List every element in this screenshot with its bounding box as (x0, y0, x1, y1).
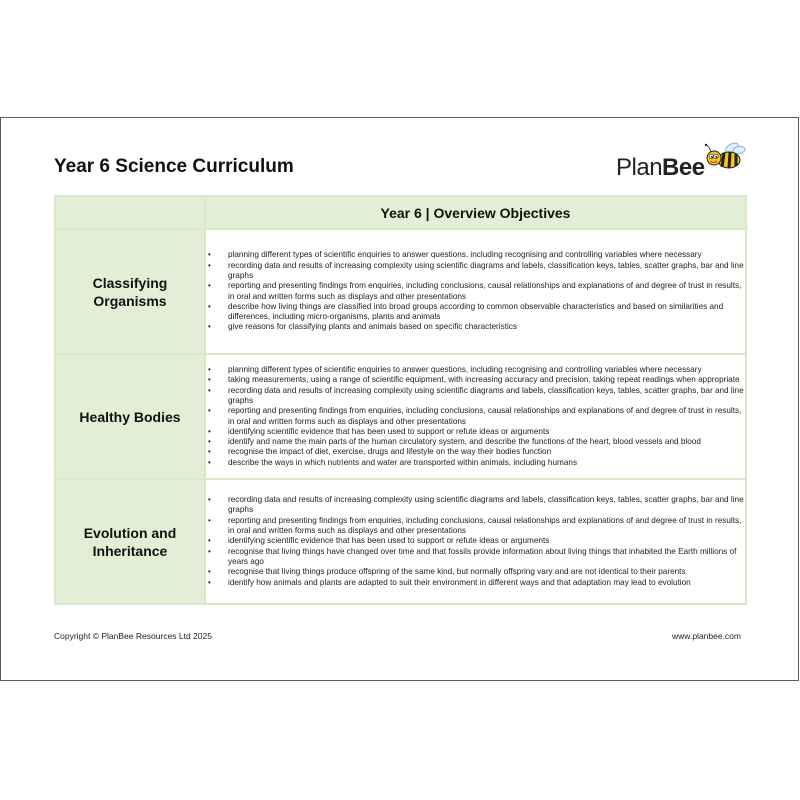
objectives-cell (205, 229, 746, 354)
topic-healthy-bodies: Healthy Bodies (79, 408, 181, 425)
logo-bee-text: Bee (662, 154, 705, 181)
logo-plan-text: Plan (616, 154, 663, 181)
page-title: Year 6 Science Curriculum (54, 156, 294, 177)
list-item: • recognise that living things produce offspring of the same kind, but normally offspring vary and are not identical to their parents (228, 567, 745, 577)
table-row (55, 354, 746, 479)
objectives-cell (205, 479, 746, 604)
list-item: • reporting and presenting findings from enquiries, including conclusions, causal relationships and explanations of and degree of trust in results, in oral and written forms such as displays and other presentations (228, 516, 745, 537)
list-item: • identifying scientific evidence that has been used to support or refute ideas or arguments (228, 427, 745, 437)
logo-wordmark (616, 154, 705, 182)
list-item: • identifying scientific evidence that has been used to support or refute ideas or arguments (228, 536, 745, 546)
topic-cell (55, 354, 205, 479)
table-header: Year 6 | Overview Objectives (205, 196, 746, 229)
topic-cell (55, 479, 205, 604)
list-item: • identify how animals and plants are adapted to suit their environment in different ways and that adaptation may lead to evolution (228, 578, 745, 588)
list-item: • describe how living things are classified into broad groups according to common observable characteristics and based on similarities and differences, including micro-organisms, plants and animals (228, 302, 745, 323)
list-item: • identify and name the main parts of the human circulatory system, and describe the functions of the heart, blood vessels and blood (228, 437, 745, 447)
topic-classifying-organisms: Classifying Organisms (92, 274, 168, 309)
document-page (0, 117, 799, 681)
list-item: • describe the ways in which nutrients and water are transported within animals, including humans (228, 458, 745, 468)
planbee-logo (616, 140, 746, 184)
list-item: • planning different types of scientific enquiries to answer questions, including recognising and controlling variables where necessary (228, 365, 745, 375)
footer-copyright: Copyright © PlanBee Resources Ltd 2025 (54, 631, 212, 641)
topic-cell (55, 229, 205, 354)
list-item: • recording data and results of increasing complexity using scientific diagrams and labels, classification keys, tables, scatter graphs, bar and line graphs (228, 495, 745, 516)
objectives-list (206, 365, 745, 468)
list-item: • reporting and presenting findings from enquiries, including conclusions, causal relationships and explanations of and degree of trust in results, in oral and written forms such as displays and other presentations (228, 406, 745, 427)
objectives-cell (205, 354, 746, 479)
list-item: • recognise that living things have changed over time and that fossils provide information about living things that inhabited the Earth millions of years ago (228, 547, 745, 568)
list-item: • give reasons for classifying plants and animals based on specific characteristics (228, 322, 745, 332)
topic-evolution-and-inheritance: Evolution and Inheritance (83, 524, 177, 559)
list-item: • recording data and results of increasing complexity using scientific diagrams and labels, classification keys, tables, scatter graphs, bar and line graphs (228, 386, 745, 407)
footer-website-link[interactable]: www.planbee.com (672, 631, 741, 641)
list-item: • reporting and presenting findings from enquiries, including conclusions, causal relationships and explanations of and degree of trust in results, in oral and written forms such as displays and other presentations (228, 281, 745, 302)
list-item: • recognise the impact of diet, exercise, drugs and lifestyle on the way their bodies function (228, 447, 745, 457)
curriculum-table (54, 195, 747, 605)
list-item: • taking measurements, using a range of scientific equipment, with increasing accuracy and precision, taking repeat readings when appropriate (228, 375, 745, 385)
table-row (55, 479, 746, 604)
objectives-list (206, 250, 745, 332)
list-item: • planning different types of scientific enquiries to answer questions, including recognising and controlling variables where necessary (228, 250, 745, 260)
bee-icon (702, 140, 746, 174)
table-row (55, 229, 746, 354)
header-blank-cell (55, 196, 205, 229)
list-item: • recording data and results of increasing complexity using scientific diagrams and labels, classification keys, tables, scatter graphs, bar and line graphs (228, 261, 745, 282)
objectives-list (206, 495, 745, 588)
